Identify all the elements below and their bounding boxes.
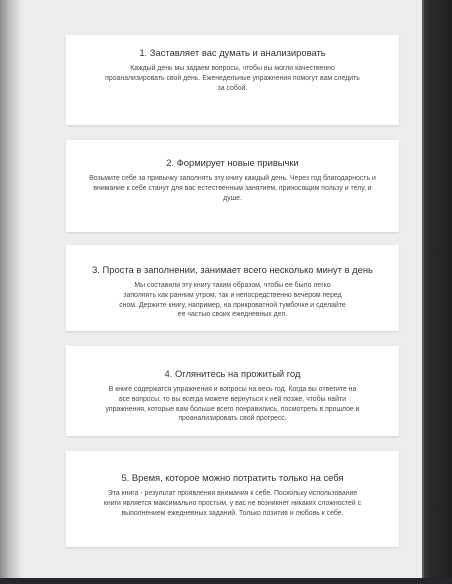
feature-card-title: 2. Формирует новые привычки	[166, 157, 299, 168]
feature-card-text: В книге содержатся упражнения и вопросы на весь год. Когда вы ответите на все вопросы, то вы всегда можете вернуться к ней позже, чтобы найти упражнения, которые вам больше всего понравились, посмотреть в прошлое и проанализировать свой прогресс.	[105, 386, 360, 423]
background-strip	[0, 578, 452, 584]
feature-card-5	[66, 451, 399, 547]
page-edge	[422, 0, 452, 584]
feature-card-title: 5. Время, которое можно потратить только на себя	[121, 472, 344, 483]
binding-shadow	[0, 0, 22, 584]
feature-card-3	[66, 245, 399, 331]
feature-card-title: 1. Заставляет вас думать и анализировать	[139, 47, 326, 58]
feature-card-1	[66, 35, 399, 125]
feature-card-text: Мы составили эту книгу таким образом, чтобы ее было легко заполнять как ранним утром, так и непосредственно вечером перед сном. Держите книгу, например, на прикроватной тумбочке и сделайте ее частью своих ежедневных дел.	[119, 282, 346, 319]
feature-card-text: Возьмите себе за привычку заполнять эту книгу каждый день. Через год благодарность и внимание к себе станут для вас естественным занятием, приносящим пользу и телу, и душе.	[89, 175, 376, 202]
feature-card-title: 4. Оглянитесь на прожитый год	[164, 368, 301, 379]
feature-card-title: 3. Проста в заполнении, занимает всего несколько минут в день	[92, 264, 373, 275]
feature-card-4	[66, 346, 399, 436]
feature-card-text: Каждый день мы задаем вопросы, чтобы вы могли качественно проанализировать свой день. Еженедельные упражнения помогут вам следить за собой.	[105, 65, 360, 92]
feature-card-2	[66, 140, 399, 232]
feature-card-text: Эта книга - результат проявления внимания к себе. Поскольку использование книги является максимально простым, у вас не возникнет никаких сложностей с выполнением ежедневных заданий. Только позитив и любовь к себе.	[103, 490, 362, 517]
